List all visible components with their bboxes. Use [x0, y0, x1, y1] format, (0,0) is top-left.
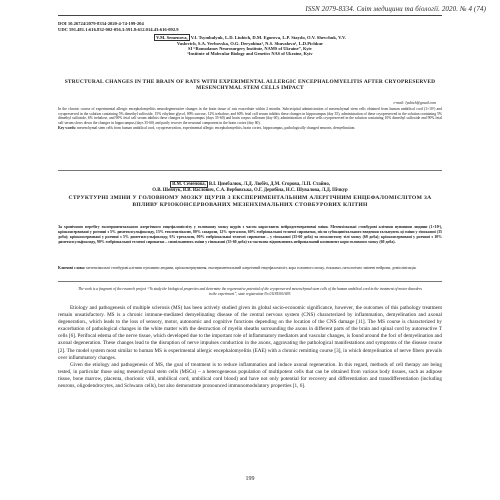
affiliation-1: SI “Romodanov Neurosurgery Institute, NAMS of Ukraine”, Kyiv	[188, 46, 312, 51]
keywords-label: Key words:	[58, 125, 77, 130]
title-english: STRUCTURAL CHANGES IN THE BRAIN OF RATS WITH EXPERIMENTAL ALLERGIC ENCEPHALOMYELITIS AFTER CRYOPRESERVED MESENCHYMAL STEM CELLS IMPACT	[64, 79, 436, 92]
abstract-english-text: In the chronic course of experimental allergic encephalomyelitis neurodegenerative changes in the brain tissue of rats exacerbate within 2 months. Subcecipital administration of mesenchymal stem cells obtained from human umbilical cord (1×10⁶) and cryopreserved in the solution containing 5% dimethyl sulfoxide, 15% ethylene glycol, 80% sucrose, 12% trehalose, and 60% fetal calf serum inhibits these changes in hippocampus (day 35), administration of these cryopreserved in the solution containing 5% dimethyl sulfoxide, 6% trehalose, and 90% fetal calf serum inhibits these changes in hippocampus (days 35-60) and brain corpus callosum (day 60), administration of these cells cryopreserved in the solution containing 10% dimethyl sulfoxide and 90% fetal calf serum slows down the changes in hippocampus (days 35-60) and partly recover the neuronal component in the brain cortex (day 60).	[58, 107, 442, 126]
abstract-english	[58, 107, 442, 131]
authors-english	[58, 35, 442, 57]
section-divider	[58, 170, 442, 171]
authors-ua-rest: В.І. Цимбалюк, Л.Д. Любіч, Д.М. Єгорова, Л.П. Стайно,	[207, 182, 330, 187]
contact-email: e-mail: lyubich@gmail.com	[393, 101, 436, 105]
page-number: 199	[245, 476, 255, 482]
authors-rest: V.I. Tsymbalyuk, L.D. Liubich, D.M. Egorova, L.P. Staydo, O.V. Shevchuk, V.V.	[189, 35, 346, 40]
doi-line: DOI 10.26724/2079-8334-2020-4-74-199-204	[58, 21, 144, 26]
first-author: V.M. Semenova,	[156, 35, 188, 40]
keywords-ukrainian	[58, 266, 442, 271]
affiliation-2: ¹Institute of Molecular Biology and Genetics NAS of Ukraine, Kyiv	[187, 51, 313, 57]
udc-line: UDC 591.481.1:616.832-002-056.3:591.8:612.014.43:616-092.9	[58, 26, 179, 32]
header-rule	[58, 15, 442, 16]
keywords-ua-label: Ключові слова:	[58, 266, 86, 270]
title-ukrainian: СТРУКТУРНІ ЗМІНИ У ГОЛОВНОМУ МОЗКУ ЩУРІВ З ЕКСПЕРИМЕНТАЛЬНИМ АЛЕРГІЧНИМ ЕНЦЕФАЛОМІЄЛІТОМ ЗА ВПЛИВУ КРІОКОНСЕРВОВАНИХ МЕЗЕНХІМАЛЬНИХ СТОВБУРОВИХ КЛІТИН	[68, 195, 432, 208]
article-body	[58, 305, 442, 390]
journal-header: ISSN 2079-8334. Світ медицини та біології. 2020. № 4 (74)	[305, 5, 486, 13]
first-author-ua: В.М. Семенова,	[172, 182, 206, 187]
authors-ukrainian	[58, 182, 442, 194]
identifiers	[58, 21, 442, 32]
abstract-ukrainian: За хронічного перебігу експериментального алергічного енцефаломієліту у головному мозку щурів з часом наростають нейродегенеративні зміни. Мезенхімальні стовбурові клітини пуповини людини (1×10⁶), кріоконсервовані у розчині з 5% диметилсульфоксиду, 15% етиленгліколю, 80% сахарози, 12% трегалози, 60% ембріональної телячої сироватки, після субокципітального введення гальмують ці зміни у гіпокампі (35 доба); кріоконсервовані у розчині з 5% диметилсульфоксиду, 6% трегалози, 90% ембріональної телячої сироватки – у гіпокампі (35-60 доба) та мозолистому тілі мозку (60 доба); кріоконсервовані у розчині з 10% диметилсульфоксиду, 90% ембріональної телячої сироватки – сповільнюють зміни у гіпокампі (35-60 доба) та частково відновлюють нейрональний компонент кори головного мозку (60 доба).	[58, 225, 442, 244]
authors-line-2: Vaslovich, S.A. Verbovska, O.G. Deryabina¹, N.S. Shuvalova¹, L.D.Pichkur	[176, 40, 324, 46]
keywords-ua-text: мезенхімальні стовбурові клітини пуповини людини, кріоконсервування, експериментальний алергічний енцефаломієліт, кора головного мозку, гіпокамп, патологічно змінені нейрони, демієлінізація.	[85, 266, 417, 270]
authors-ua-line-2: О.В. Шевчук, В.В. Васлович, С.А. Вербовська, О.Г. Дерябіна, Н.С. Шувалова, Л.Д. Пічкур	[152, 187, 348, 193]
body-paragraph-1: Etiology and pathogenesis of multiple sclerosis (MS) has been actively studied given its global socio-economic significance, however, the outcomes of this pathology treatment remain unsatisfactory. MS is a chronic immune-mediated demyelinating disease of the central nervous system (CNS) characterized by inflammation, demyelination and axonal degeneration., which leads to the loss of sensory, motor, autonomic and cognitive functions depending on the location of the CNS damage [11]. The MS course is characterized by exacerbation of pathological changes in the white matter with the destruction of myelin sheaths surrounding the axons in different parts of the brain and spinal cord by autoreactive T cells [6]. Perifocal edema of the nerve tissue, which developed due to the important role of inflammatory mediators and vascular changes, is found around the foci of demyelination and axonal degeneration. These changes lead to the disruption of nerve impulses conduction in the axons, aggravating the pathological manifestations and symptoms of the disease course [2]. The model system most similar to human MS is experimental allergic encephalomyelitis (EAE) with a chronic remitting course [3], in which demyelination of nerve fibers prevails over inflammatory changes.	[58, 305, 442, 361]
keywords-english	[58, 126, 442, 131]
keywords-text: mesenchymal stem cells from human umbilical cord, cryopreservation, experimental allergic encephalomyelitis, brain cortex, hippocampus, pathologically changed neurons, demyelination.	[76, 125, 356, 130]
body-paragraph-2: Given the etiology and pathogenesis of MS, the goal of treatment is to reduce inflammation and induce axonal regeneration. In this regard, methods of cell therapy are being tested, in particular those using mesenchymal stem cells (MSCs) – a heterogeneous population of multipotent cells that can be obtained from various body tissues, such as adipose tissue, bone marrow, placenta, chorionic villi, umbilical cord, umbilical cord blood) and have not only potential for recovery and differentiation and transdifferentiation (including neurons, oligodendrocytes, and Schwann cells), but also demonstrate pronounced immunomodulatory properties [1, 6].	[58, 361, 442, 390]
section-divider-2	[58, 281, 442, 282]
research-note: The work is a fragment of the research project “To study the biological properties and determine the regenerative potential of the cryopreserved mesenchymal stem cells of the human umbilical cord in the treatment of motor disorders in the experiment”, state registration No 0118U001693.	[78, 287, 422, 296]
